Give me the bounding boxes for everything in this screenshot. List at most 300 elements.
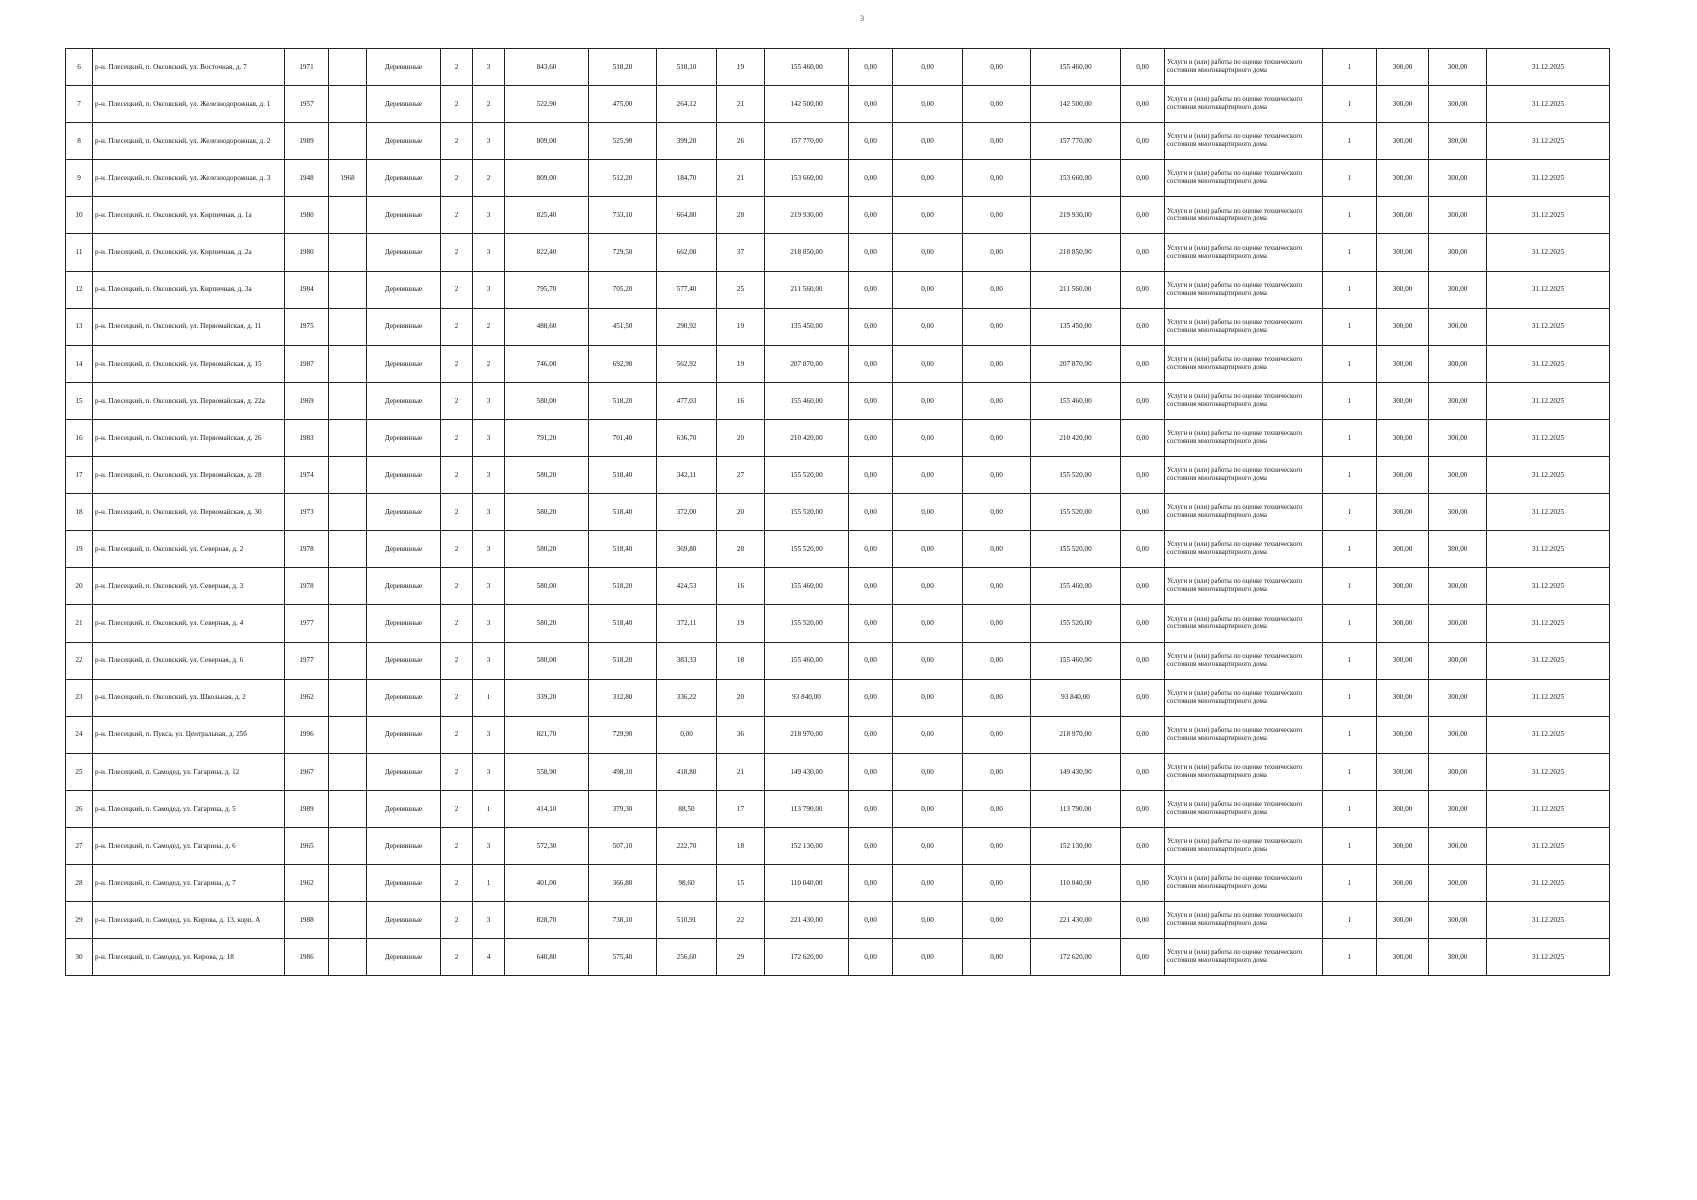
table-row: [66, 197, 1610, 234]
cell-entrances-count: 1: [473, 865, 505, 902]
cell-regional-funds: 0,00: [893, 308, 963, 345]
cell-private-area: 518,10: [657, 49, 717, 86]
cell-regional-funds: 0,00: [893, 419, 963, 456]
cell-floors-count: 2: [441, 865, 473, 902]
table-row: [66, 753, 1610, 790]
cell-residents-count: 22: [717, 902, 765, 939]
cell-total-cost: 155 460,00: [765, 642, 849, 679]
cell-owners-funds: 219 930,00: [1031, 197, 1121, 234]
cell-unit-cost: 300,00: [1429, 790, 1487, 827]
table-row: [66, 345, 1610, 382]
cell-owners-funds: 142 500,00: [1031, 86, 1121, 123]
cell-municipal-funds: 0,00: [963, 160, 1031, 197]
cell-regional-funds: 0,00: [893, 457, 963, 494]
cell-floors-count: 2: [441, 642, 473, 679]
cell-total-cost: 155 520,00: [765, 494, 849, 531]
cell-address: р-н. Плесецкий, п. Оксовский, ул. Первомайская, д. 15: [93, 345, 285, 382]
cell-municipal-funds: 0,00: [963, 679, 1031, 716]
cell-year-built: 1988: [285, 902, 329, 939]
cell-owners-funds: 157 770,00: [1031, 123, 1121, 160]
cell-work-description: Услуги и (или) работы по оценке технического состояния многоквартирного дома: [1165, 123, 1323, 160]
cell-residents-count: 21: [717, 753, 765, 790]
cell-total-cost: 155 460,00: [765, 49, 849, 86]
cell-entrances-count: 3: [473, 716, 505, 753]
cell-year-renovated: [329, 827, 367, 864]
cell-residential-area: 507,10: [589, 827, 657, 864]
cell-year-renovated: [329, 382, 367, 419]
cell-owners-funds: 218 970,00: [1031, 716, 1121, 753]
cell-unit-cost: 300,00: [1429, 308, 1487, 345]
cell-address: р-н. Плесецкий, п. Самодед, ул. Гагарина, д. 5: [93, 790, 285, 827]
cell-federal-funds: 0,00: [849, 568, 893, 605]
cell-other-funds: 0,00: [1121, 382, 1165, 419]
cell-total-area: 580,00: [505, 382, 589, 419]
cell-other-funds: 0,00: [1121, 902, 1165, 939]
cell-residents-count: 25: [717, 271, 765, 308]
cell-row-number: 29: [66, 902, 93, 939]
cell-owners-funds: 93 840,00: [1031, 679, 1121, 716]
cell-floors-count: 2: [441, 49, 473, 86]
cell-unit-cost: 300,00: [1429, 123, 1487, 160]
cell-work-volume: 300,00: [1377, 457, 1429, 494]
cell-other-funds: 0,00: [1121, 494, 1165, 531]
cell-work-type: 1: [1323, 197, 1377, 234]
cell-unit-cost: 300,00: [1429, 865, 1487, 902]
cell-address: р-н. Плесецкий, п. Оксовский, ул. Первомайская, д. 26: [93, 419, 285, 456]
cell-wall-material: Деревянные: [367, 345, 441, 382]
cell-wall-material: Деревянные: [367, 716, 441, 753]
cell-private-area: 372,00: [657, 494, 717, 531]
cell-address: р-н. Плесецкий, п. Самодед, ул. Гагарина, д. 7: [93, 865, 285, 902]
cell-residents-count: 19: [717, 605, 765, 642]
cell-federal-funds: 0,00: [849, 86, 893, 123]
cell-floors-count: 2: [441, 531, 473, 568]
cell-floors-count: 2: [441, 160, 473, 197]
cell-work-description: Услуги и (или) работы по оценке технического состояния многоквартирного дома: [1165, 902, 1323, 939]
cell-other-funds: 0,00: [1121, 642, 1165, 679]
cell-wall-material: Деревянные: [367, 494, 441, 531]
cell-row-number: 7: [66, 86, 93, 123]
cell-wall-material: Деревянные: [367, 308, 441, 345]
cell-work-volume: 300,00: [1377, 939, 1429, 976]
cell-total-cost: 207 870,00: [765, 345, 849, 382]
cell-regional-funds: 0,00: [893, 160, 963, 197]
cell-private-area: 336,22: [657, 679, 717, 716]
cell-other-funds: 0,00: [1121, 753, 1165, 790]
cell-floors-count: 2: [441, 308, 473, 345]
table-row: [66, 679, 1610, 716]
cell-wall-material: Деревянные: [367, 123, 441, 160]
cell-completion-date: 31.12.2025: [1487, 531, 1610, 568]
cell-year-built: 1989: [285, 123, 329, 160]
cell-owners-funds: 110 040,00: [1031, 865, 1121, 902]
cell-unit-cost: 300,00: [1429, 86, 1487, 123]
cell-total-area: 746,00: [505, 345, 589, 382]
cell-federal-funds: 0,00: [849, 419, 893, 456]
cell-residential-area: 518,40: [589, 531, 657, 568]
cell-total-cost: 149 430,00: [765, 753, 849, 790]
cell-total-cost: 93 840,00: [765, 679, 849, 716]
cell-entrances-count: 3: [473, 902, 505, 939]
cell-year-built: 1989: [285, 790, 329, 827]
cell-work-description: Услуги и (или) работы по оценке технического состояния многоквартирного дома: [1165, 271, 1323, 308]
cell-unit-cost: 300,00: [1429, 642, 1487, 679]
page-number: 3: [860, 14, 864, 23]
cell-year-renovated: [329, 753, 367, 790]
cell-completion-date: 31.12.2025: [1487, 568, 1610, 605]
table-row: [66, 86, 1610, 123]
cell-private-area: 418,80: [657, 753, 717, 790]
housing-registry-table: [65, 48, 1610, 976]
cell-residential-area: 518,40: [589, 494, 657, 531]
cell-federal-funds: 0,00: [849, 345, 893, 382]
cell-municipal-funds: 0,00: [963, 271, 1031, 308]
cell-floors-count: 2: [441, 419, 473, 456]
cell-address: р-н. Плесецкий, п. Оксовский, ул. Северная, д. 3: [93, 568, 285, 605]
cell-work-volume: 300,00: [1377, 308, 1429, 345]
cell-residents-count: 17: [717, 790, 765, 827]
cell-regional-funds: 0,00: [893, 642, 963, 679]
cell-total-cost: 211 560,00: [765, 271, 849, 308]
cell-residential-area: 475,00: [589, 86, 657, 123]
cell-work-description: Услуги и (или) работы по оценке технического состояния многоквартирного дома: [1165, 753, 1323, 790]
cell-work-description: Услуги и (или) работы по оценке технического состояния многоквартирного дома: [1165, 531, 1323, 568]
cell-residents-count: 26: [717, 123, 765, 160]
cell-residents-count: 20: [717, 679, 765, 716]
cell-floors-count: 2: [441, 271, 473, 308]
cell-municipal-funds: 0,00: [963, 382, 1031, 419]
cell-owners-funds: 155 520,00: [1031, 531, 1121, 568]
cell-municipal-funds: 0,00: [963, 49, 1031, 86]
cell-total-area: 580,20: [505, 605, 589, 642]
cell-floors-count: 2: [441, 679, 473, 716]
table-row: [66, 716, 1610, 753]
cell-federal-funds: 0,00: [849, 160, 893, 197]
cell-total-cost: 152 130,00: [765, 827, 849, 864]
cell-federal-funds: 0,00: [849, 197, 893, 234]
cell-regional-funds: 0,00: [893, 345, 963, 382]
cell-entrances-count: 4: [473, 939, 505, 976]
cell-completion-date: 31.12.2025: [1487, 605, 1610, 642]
cell-municipal-funds: 0,00: [963, 197, 1031, 234]
cell-year-built: 1973: [285, 494, 329, 531]
cell-year-built: 1977: [285, 642, 329, 679]
cell-owners-funds: 135 450,00: [1031, 308, 1121, 345]
cell-private-area: 399,20: [657, 123, 717, 160]
table-row: [66, 605, 1610, 642]
cell-private-area: 369,80: [657, 531, 717, 568]
cell-total-cost: 155 460,00: [765, 568, 849, 605]
cell-work-volume: 300,00: [1377, 753, 1429, 790]
cell-regional-funds: 0,00: [893, 902, 963, 939]
cell-work-type: 1: [1323, 939, 1377, 976]
cell-municipal-funds: 0,00: [963, 531, 1031, 568]
cell-work-type: 1: [1323, 308, 1377, 345]
cell-other-funds: 0,00: [1121, 716, 1165, 753]
cell-entrances-count: 3: [473, 382, 505, 419]
cell-regional-funds: 0,00: [893, 679, 963, 716]
cell-work-volume: 300,00: [1377, 160, 1429, 197]
cell-year-built: 1948: [285, 160, 329, 197]
cell-regional-funds: 0,00: [893, 49, 963, 86]
cell-other-funds: 0,00: [1121, 345, 1165, 382]
cell-work-description: Услуги и (или) работы по оценке технического состояния многоквартирного дома: [1165, 790, 1323, 827]
cell-work-volume: 300,00: [1377, 197, 1429, 234]
cell-wall-material: Деревянные: [367, 865, 441, 902]
cell-municipal-funds: 0,00: [963, 234, 1031, 271]
cell-federal-funds: 0,00: [849, 531, 893, 568]
cell-private-area: 256,60: [657, 939, 717, 976]
cell-residents-count: 18: [717, 642, 765, 679]
cell-regional-funds: 0,00: [893, 605, 963, 642]
cell-regional-funds: 0,00: [893, 568, 963, 605]
cell-floors-count: 2: [441, 753, 473, 790]
cell-total-area: 572,30: [505, 827, 589, 864]
table-row: [66, 234, 1610, 271]
cell-unit-cost: 300,00: [1429, 902, 1487, 939]
cell-federal-funds: 0,00: [849, 271, 893, 308]
cell-owners-funds: 221 430,00: [1031, 902, 1121, 939]
cell-regional-funds: 0,00: [893, 827, 963, 864]
cell-year-renovated: [329, 271, 367, 308]
cell-residential-area: 701,40: [589, 419, 657, 456]
cell-total-area: 791,20: [505, 419, 589, 456]
cell-work-type: 1: [1323, 49, 1377, 86]
cell-total-cost: 110 040,00: [765, 865, 849, 902]
cell-municipal-funds: 0,00: [963, 753, 1031, 790]
cell-floors-count: 2: [441, 197, 473, 234]
cell-work-description: Услуги и (или) работы по оценке технического состояния многоквартирного дома: [1165, 679, 1323, 716]
cell-work-volume: 300,00: [1377, 419, 1429, 456]
cell-row-number: 24: [66, 716, 93, 753]
cell-residents-count: 28: [717, 197, 765, 234]
table-row: [66, 642, 1610, 679]
cell-row-number: 9: [66, 160, 93, 197]
cell-row-number: 16: [66, 419, 93, 456]
cell-residential-area: 379,30: [589, 790, 657, 827]
cell-unit-cost: 300,00: [1429, 419, 1487, 456]
cell-work-description: Услуги и (или) работы по оценке технического состояния многоквартирного дома: [1165, 568, 1323, 605]
cell-total-cost: 155 520,00: [765, 605, 849, 642]
cell-residents-count: 19: [717, 308, 765, 345]
cell-work-type: 1: [1323, 382, 1377, 419]
cell-federal-funds: 0,00: [849, 494, 893, 531]
cell-row-number: 21: [66, 605, 93, 642]
cell-completion-date: 31.12.2025: [1487, 234, 1610, 271]
table-row: [66, 568, 1610, 605]
cell-residential-area: 692,90: [589, 345, 657, 382]
cell-floors-count: 2: [441, 123, 473, 160]
cell-private-area: 264,12: [657, 86, 717, 123]
cell-municipal-funds: 0,00: [963, 939, 1031, 976]
cell-regional-funds: 0,00: [893, 939, 963, 976]
cell-owners-funds: 152 130,00: [1031, 827, 1121, 864]
cell-owners-funds: 155 460,00: [1031, 568, 1121, 605]
cell-wall-material: Деревянные: [367, 234, 441, 271]
cell-municipal-funds: 0,00: [963, 457, 1031, 494]
cell-completion-date: 31.12.2025: [1487, 271, 1610, 308]
cell-wall-material: Деревянные: [367, 531, 441, 568]
cell-municipal-funds: 0,00: [963, 827, 1031, 864]
cell-other-funds: 0,00: [1121, 568, 1165, 605]
cell-total-area: 401,00: [505, 865, 589, 902]
cell-work-type: 1: [1323, 234, 1377, 271]
cell-work-type: 1: [1323, 494, 1377, 531]
cell-floors-count: 2: [441, 382, 473, 419]
cell-entrances-count: 3: [473, 531, 505, 568]
cell-other-funds: 0,00: [1121, 160, 1165, 197]
cell-residential-area: 518,40: [589, 457, 657, 494]
cell-other-funds: 0,00: [1121, 197, 1165, 234]
cell-residents-count: 21: [717, 160, 765, 197]
cell-private-area: 662,00: [657, 234, 717, 271]
cell-residents-count: 29: [717, 939, 765, 976]
cell-wall-material: Деревянные: [367, 939, 441, 976]
cell-total-area: 580,20: [505, 494, 589, 531]
cell-private-area: 222,70: [657, 827, 717, 864]
cell-address: р-н. Плесецкий, п. Самодед, ул. Гагарина, д. 6: [93, 827, 285, 864]
cell-address: р-н. Плесецкий, п. Оксовский, ул. Железнодорожная, д. 3: [93, 160, 285, 197]
cell-regional-funds: 0,00: [893, 494, 963, 531]
cell-residential-area: 518,20: [589, 382, 657, 419]
cell-work-type: 1: [1323, 827, 1377, 864]
cell-residents-count: 15: [717, 865, 765, 902]
cell-year-renovated: [329, 49, 367, 86]
cell-owners-funds: 155 460,00: [1031, 382, 1121, 419]
cell-work-volume: 300,00: [1377, 568, 1429, 605]
cell-row-number: 28: [66, 865, 93, 902]
cell-year-built: 1987: [285, 345, 329, 382]
cell-wall-material: Деревянные: [367, 790, 441, 827]
cell-row-number: 22: [66, 642, 93, 679]
cell-unit-cost: 300,00: [1429, 605, 1487, 642]
cell-municipal-funds: 0,00: [963, 568, 1031, 605]
cell-residents-count: 36: [717, 716, 765, 753]
cell-residential-area: 525,90: [589, 123, 657, 160]
cell-residents-count: 18: [717, 827, 765, 864]
cell-work-volume: 300,00: [1377, 271, 1429, 308]
cell-row-number: 18: [66, 494, 93, 531]
cell-wall-material: Деревянные: [367, 902, 441, 939]
table-row: [66, 939, 1610, 976]
cell-work-description: Услуги и (или) работы по оценке технического состояния многоквартирного дома: [1165, 345, 1323, 382]
cell-address: р-н. Плесецкий, п. Оксовский, ул. Восточная, д. 7: [93, 49, 285, 86]
cell-year-renovated: [329, 865, 367, 902]
cell-total-area: 558,90: [505, 753, 589, 790]
cell-other-funds: 0,00: [1121, 308, 1165, 345]
cell-other-funds: 0,00: [1121, 419, 1165, 456]
cell-work-type: 1: [1323, 568, 1377, 605]
cell-address: р-н. Плесецкий, п. Самодед, ул. Кирова, д. 13, корп. А: [93, 902, 285, 939]
cell-total-cost: 221 430,00: [765, 902, 849, 939]
cell-residential-area: 312,80: [589, 679, 657, 716]
cell-work-description: Услуги и (или) работы по оценке технического состояния многоквартирного дома: [1165, 49, 1323, 86]
cell-completion-date: 31.12.2025: [1487, 160, 1610, 197]
cell-work-type: 1: [1323, 531, 1377, 568]
cell-entrances-count: 3: [473, 605, 505, 642]
cell-floors-count: 2: [441, 827, 473, 864]
cell-work-description: Услуги и (или) работы по оценке технического состояния многоквартирного дома: [1165, 382, 1323, 419]
cell-unit-cost: 300,00: [1429, 382, 1487, 419]
cell-address: р-н. Плесецкий, п. Оксовский, ул. Первомайская, д. 28: [93, 457, 285, 494]
cell-regional-funds: 0,00: [893, 531, 963, 568]
cell-row-number: 14: [66, 345, 93, 382]
cell-work-type: 1: [1323, 642, 1377, 679]
cell-residents-count: 21: [717, 86, 765, 123]
cell-entrances-count: 3: [473, 457, 505, 494]
cell-private-area: 562,92: [657, 345, 717, 382]
cell-owners-funds: 218 850,00: [1031, 234, 1121, 271]
cell-completion-date: 31.12.2025: [1487, 197, 1610, 234]
cell-residential-area: 729,50: [589, 234, 657, 271]
cell-year-renovated: [329, 234, 367, 271]
cell-federal-funds: 0,00: [849, 790, 893, 827]
cell-residential-area: 518,20: [589, 49, 657, 86]
cell-residents-count: 27: [717, 457, 765, 494]
cell-private-area: 510,91: [657, 902, 717, 939]
cell-work-volume: 300,00: [1377, 865, 1429, 902]
cell-work-volume: 300,00: [1377, 531, 1429, 568]
cell-year-built: 1969: [285, 382, 329, 419]
cell-other-funds: 0,00: [1121, 271, 1165, 308]
cell-work-description: Услуги и (или) работы по оценке технического состояния многоквартирного дома: [1165, 234, 1323, 271]
cell-unit-cost: 300,00: [1429, 197, 1487, 234]
cell-work-description: Услуги и (или) работы по оценке технического состояния многоквартирного дома: [1165, 419, 1323, 456]
cell-year-built: 1996: [285, 716, 329, 753]
cell-private-area: 88,50: [657, 790, 717, 827]
cell-residential-area: 518,20: [589, 642, 657, 679]
cell-federal-funds: 0,00: [849, 457, 893, 494]
cell-total-area: 580,20: [505, 531, 589, 568]
cell-address: р-н. Плесецкий, п. Оксовский, ул. Первомайская, д. 11: [93, 308, 285, 345]
table-row: [66, 419, 1610, 456]
cell-floors-count: 2: [441, 790, 473, 827]
cell-unit-cost: 300,00: [1429, 827, 1487, 864]
cell-row-number: 8: [66, 123, 93, 160]
cell-entrances-count: 3: [473, 827, 505, 864]
cell-work-volume: 300,00: [1377, 790, 1429, 827]
cell-regional-funds: 0,00: [893, 382, 963, 419]
cell-floors-count: 2: [441, 605, 473, 642]
cell-row-number: 6: [66, 49, 93, 86]
cell-year-built: 1986: [285, 939, 329, 976]
cell-address: р-н. Плесецкий, п. Оксовский, ул. Первомайская, д. 22а: [93, 382, 285, 419]
cell-other-funds: 0,00: [1121, 865, 1165, 902]
cell-work-volume: 300,00: [1377, 234, 1429, 271]
cell-completion-date: 31.12.2025: [1487, 86, 1610, 123]
cell-other-funds: 0,00: [1121, 939, 1165, 976]
cell-address: р-н. Плесецкий, п. Оксовский, ул. Северная, д. 4: [93, 605, 285, 642]
cell-residential-area: 733,10: [589, 197, 657, 234]
cell-work-volume: 300,00: [1377, 494, 1429, 531]
table-row: [66, 790, 1610, 827]
cell-year-renovated: [329, 531, 367, 568]
cell-address: р-н. Плесецкий, п. Оксовский, ул. Железнодорожная, д. 1: [93, 86, 285, 123]
cell-entrances-count: 2: [473, 160, 505, 197]
cell-floors-count: 2: [441, 939, 473, 976]
cell-total-cost: 155 520,00: [765, 457, 849, 494]
cell-municipal-funds: 0,00: [963, 86, 1031, 123]
cell-entrances-count: 3: [473, 123, 505, 160]
cell-residents-count: 20: [717, 419, 765, 456]
cell-residential-area: 729,90: [589, 716, 657, 753]
table-row: [66, 271, 1610, 308]
cell-owners-funds: 211 560,00: [1031, 271, 1121, 308]
cell-entrances-count: 3: [473, 49, 505, 86]
cell-other-funds: 0,00: [1121, 605, 1165, 642]
cell-total-area: 488,60: [505, 308, 589, 345]
cell-total-cost: 135 450,00: [765, 308, 849, 345]
